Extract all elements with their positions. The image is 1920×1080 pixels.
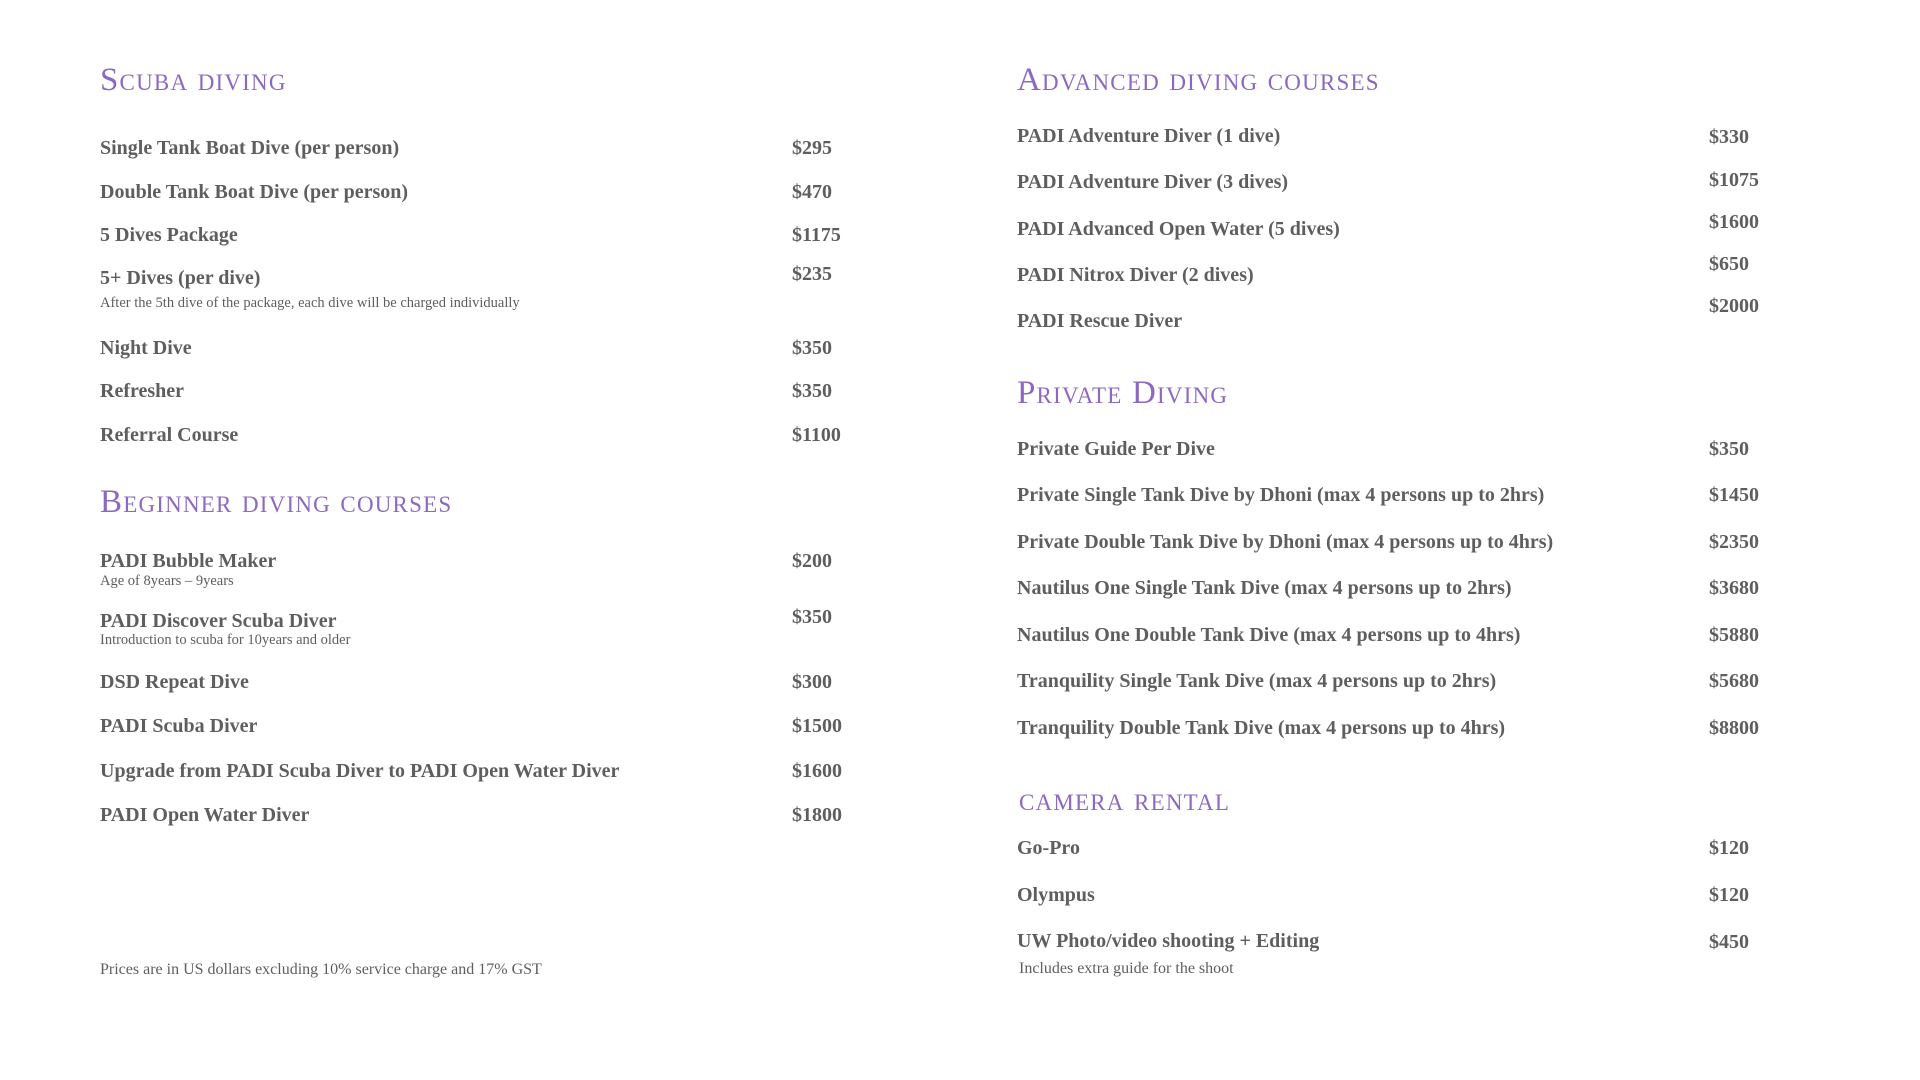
advanced-item-label: PADI Nitrox Diver (2 dives) bbox=[1017, 264, 1254, 286]
private-item-label: Tranquility Double Tank Dive (max 4 persons up to 4hrs) bbox=[1017, 717, 1506, 739]
camera-item-price: $120 bbox=[1709, 837, 1749, 859]
price-footnote: Prices are in US dollars excluding 10% service charge and 17% GST bbox=[100, 961, 542, 978]
beginner-item-price: $1800 bbox=[792, 804, 842, 826]
private-item-label: Nautilus One Double Tank Dive (max 4 persons up to 4hrs) bbox=[1017, 624, 1521, 646]
private-item-label: Private Double Tank Dive by Dhoni (max 4 persons up to 4hrs) bbox=[1017, 531, 1554, 553]
camera-item-note: Includes extra guide for the shoot bbox=[1019, 960, 1234, 977]
private-item-price: $2350 bbox=[1709, 531, 1759, 553]
advanced-item-label: PADI Advanced Open Water (5 dives) bbox=[1017, 218, 1340, 240]
private-item-label: Nautilus One Single Tank Dive (max 4 persons up to 2hrs) bbox=[1017, 577, 1512, 599]
private-diving-heading: Private Diving bbox=[1017, 375, 1229, 411]
private-item-price: $350 bbox=[1709, 438, 1749, 460]
private-item-label: Private Guide Per Dive bbox=[1017, 438, 1215, 460]
scuba-item-price: $1100 bbox=[792, 424, 841, 446]
scuba-item-label: Referral Course bbox=[100, 424, 239, 446]
scuba-item-price: $350 bbox=[792, 337, 832, 359]
private-item-price: $3680 bbox=[1709, 577, 1759, 599]
beginner-item-price: $200 bbox=[792, 550, 832, 572]
beginner-item-label: PADI Scuba Diver bbox=[100, 715, 258, 737]
beginner-item-note: Introduction to scuba for 10years and older bbox=[100, 632, 351, 648]
advanced-item-label: PADI Adventure Diver (1 dive) bbox=[1017, 125, 1281, 147]
scuba-item-note: After the 5th dive of the package, each dive will be charged individually bbox=[100, 295, 520, 311]
private-item-price: $5680 bbox=[1709, 670, 1759, 692]
beginner-item-price: $1500 bbox=[792, 715, 842, 737]
camera-item-price: $120 bbox=[1709, 884, 1749, 906]
camera-item-label: Go-Pro bbox=[1017, 837, 1080, 859]
beginner-item-label: PADI Bubble Maker bbox=[100, 550, 277, 572]
advanced-item-price: $330 bbox=[1709, 126, 1749, 148]
scuba-item-price: $295 bbox=[792, 137, 832, 159]
beginner-item-price: $300 bbox=[792, 671, 832, 693]
camera-item-price: $450 bbox=[1709, 931, 1749, 953]
beginner-item-label: DSD Repeat Dive bbox=[100, 671, 249, 693]
beginner-item-label: PADI Open Water Diver bbox=[100, 804, 310, 826]
beginner-item-note: Age of 8years – 9years bbox=[100, 573, 234, 589]
advanced-item-label: PADI Rescue Diver bbox=[1017, 310, 1183, 332]
scuba-item-price: $350 bbox=[792, 380, 832, 402]
private-item-price: $5880 bbox=[1709, 624, 1759, 646]
advanced-item-price: $2000 bbox=[1709, 295, 1759, 317]
scuba-item-price: $470 bbox=[792, 181, 832, 203]
advanced-item-price: $1075 bbox=[1709, 169, 1759, 191]
private-item-label: Tranquility Single Tank Dive (max 4 persons up to 2hrs) bbox=[1017, 670, 1497, 692]
advanced-item-price: $1600 bbox=[1709, 211, 1759, 233]
advanced-courses-heading: Advanced diving courses bbox=[1017, 62, 1380, 98]
camera-item-label: Olympus bbox=[1017, 884, 1095, 906]
private-item-label: Private Single Tank Dive by Dhoni (max 4 persons up to 2hrs) bbox=[1017, 484, 1545, 506]
scuba-item-label: Night Dive bbox=[100, 337, 192, 359]
beginner-item-price: $1600 bbox=[792, 760, 842, 782]
scuba-item-label: 5+ Dives (per dive) bbox=[100, 267, 261, 289]
beginner-courses-heading: Beginner diving courses bbox=[100, 484, 453, 520]
scuba-item-label: 5 Dives Package bbox=[100, 224, 238, 246]
private-item-price: $8800 bbox=[1709, 717, 1759, 739]
beginner-item-label: Upgrade from PADI Scuba Diver to PADI Open Water Diver bbox=[100, 760, 620, 782]
scuba-item-label: Single Tank Boat Dive (per person) bbox=[100, 137, 400, 159]
camera-rental-heading: camera rental bbox=[1019, 782, 1231, 818]
scuba-item-label: Double Tank Boat Dive (per person) bbox=[100, 181, 409, 203]
scuba-item-label: Refresher bbox=[100, 380, 185, 402]
camera-item-label: UW Photo/video shooting + Editing bbox=[1017, 930, 1320, 952]
beginner-item-label: PADI Discover Scuba Diver bbox=[100, 610, 337, 632]
scuba-diving-heading: Scuba diving bbox=[100, 62, 287, 98]
scuba-item-price: $1175 bbox=[792, 224, 841, 246]
advanced-item-price: $650 bbox=[1709, 253, 1749, 275]
advanced-item-label: PADI Adventure Diver (3 dives) bbox=[1017, 171, 1289, 193]
scuba-item-price: $235 bbox=[792, 263, 832, 285]
beginner-item-price: $350 bbox=[792, 606, 832, 628]
private-item-price: $1450 bbox=[1709, 484, 1759, 506]
